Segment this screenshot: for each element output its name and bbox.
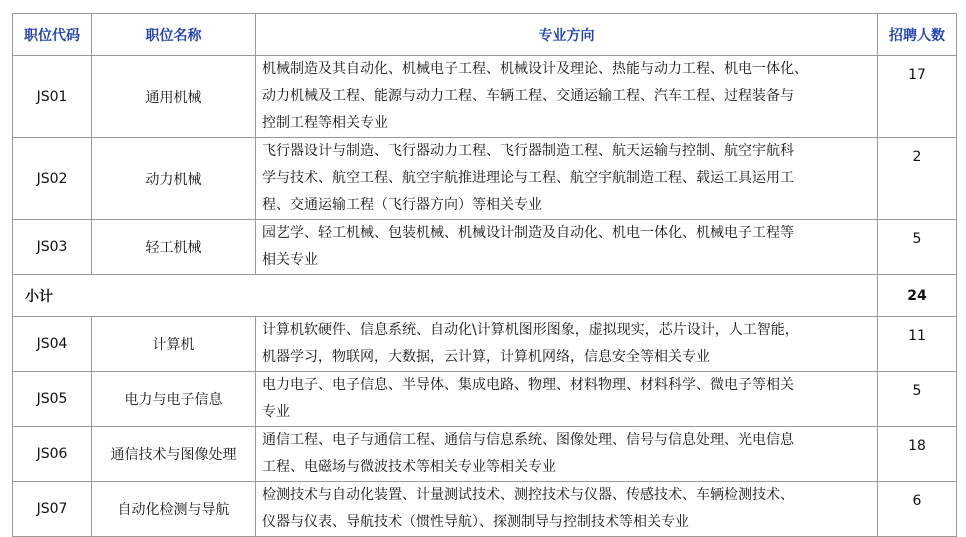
major-direction [256,56,878,138]
header-row [13,14,957,56]
position-code: JS02 [13,138,92,220]
major-direction-line: 程、交通运输工程（飞行器方向）等相关专业 [262,197,542,213]
position-code: JS03 [13,220,92,275]
position-code: JS06 [13,427,92,482]
major-direction-line: 动力机械及工程、能源与动力工程、车辆工程、交通运输工程、汽车工程、过程装备与 [262,88,794,104]
hire-count: 6 [878,482,957,537]
major-direction [256,220,878,275]
major-direction-line: 通信工程、电子与通信工程、通信与信息系统、图像处理、信号与信息处理、光电信息 [262,432,794,448]
major-direction-line: 检测技术与自动化装置、计量测试技术、测控技术与仪器、传感技术、车辆检测技术、 [262,487,794,503]
header-count: 招聘人数 [878,14,957,56]
major-direction [256,427,878,482]
major-direction-line: 飞行器设计与制造、飞行器动力工程、飞行器制造工程、航天运输与控制、航空宇航科 [262,143,794,159]
table-row [13,427,957,482]
table-row [13,220,957,275]
major-direction [256,482,878,537]
major-direction-line: 机器学习，物联网，大数据，云计算，计算机网络，信息安全等相关专业 [262,349,710,365]
position-code: JS04 [13,317,92,372]
hire-count: 5 [878,220,957,275]
major-direction-line: 专业 [262,404,290,420]
position-name: 自动化检测与导航 [92,482,256,537]
major-direction-line: 计算机软硬件、信息系统、自动化\计算机图形图象，虚拟现实，芯片设计，人工智能， [262,322,799,338]
position-code: JS05 [13,372,92,427]
major-direction-line: 仪器与仪表、导航技术（惯性导航）、探测制导与控制技术等相关专业 [262,514,689,530]
major-direction-line: 相关专业 [262,252,318,268]
position-code: JS07 [13,482,92,537]
table-row [13,482,957,537]
job-positions-table [12,13,957,537]
major-direction-line: 电力电子、电子信息、半导体、集成电路、物理、材料物理、材料科学、微电子等相关 [262,377,794,393]
hire-count: 18 [878,427,957,482]
table-row [13,138,957,220]
position-name: 电力与电子信息 [92,372,256,427]
major-direction-line: 控制工程等相关专业 [262,115,388,131]
position-name: 动力机械 [92,138,256,220]
subtotal-label: 小计 [13,275,878,317]
header-name: 职位名称 [92,14,256,56]
hire-count: 5 [878,372,957,427]
major-direction [256,372,878,427]
subtotal-value: 24 [878,275,957,317]
major-direction-line: 机械制造及其自动化、机械电子工程、机械设计及理论、热能与动力工程、机电一体化、 [262,61,808,77]
position-name: 轻工机械 [92,220,256,275]
position-name: 通用机械 [92,56,256,138]
major-direction-line: 园艺学、轻工机械、包装机械、机械设计制造及自动化、机电一体化、机械电子工程等 [262,225,794,241]
hire-count: 2 [878,138,957,220]
header-direction: 专业方向 [256,14,878,56]
hire-count: 11 [878,317,957,372]
subtotal-row [13,275,957,317]
hire-count: 17 [878,56,957,138]
major-direction-line: 学与技术、航空工程、航空宇航推进理论与工程、航空宇航制造工程、载运工具运用工 [262,170,794,186]
table-row [13,56,957,138]
major-direction-line: 工程、电磁场与微波技术等相关专业等相关专业 [262,459,556,475]
major-direction [256,317,878,372]
position-code: JS01 [13,56,92,138]
position-name: 通信技术与图像处理 [92,427,256,482]
major-direction [256,138,878,220]
table-row [13,372,957,427]
header-code: 职位代码 [13,14,92,56]
table-row [13,317,957,372]
position-name: 计算机 [92,317,256,372]
